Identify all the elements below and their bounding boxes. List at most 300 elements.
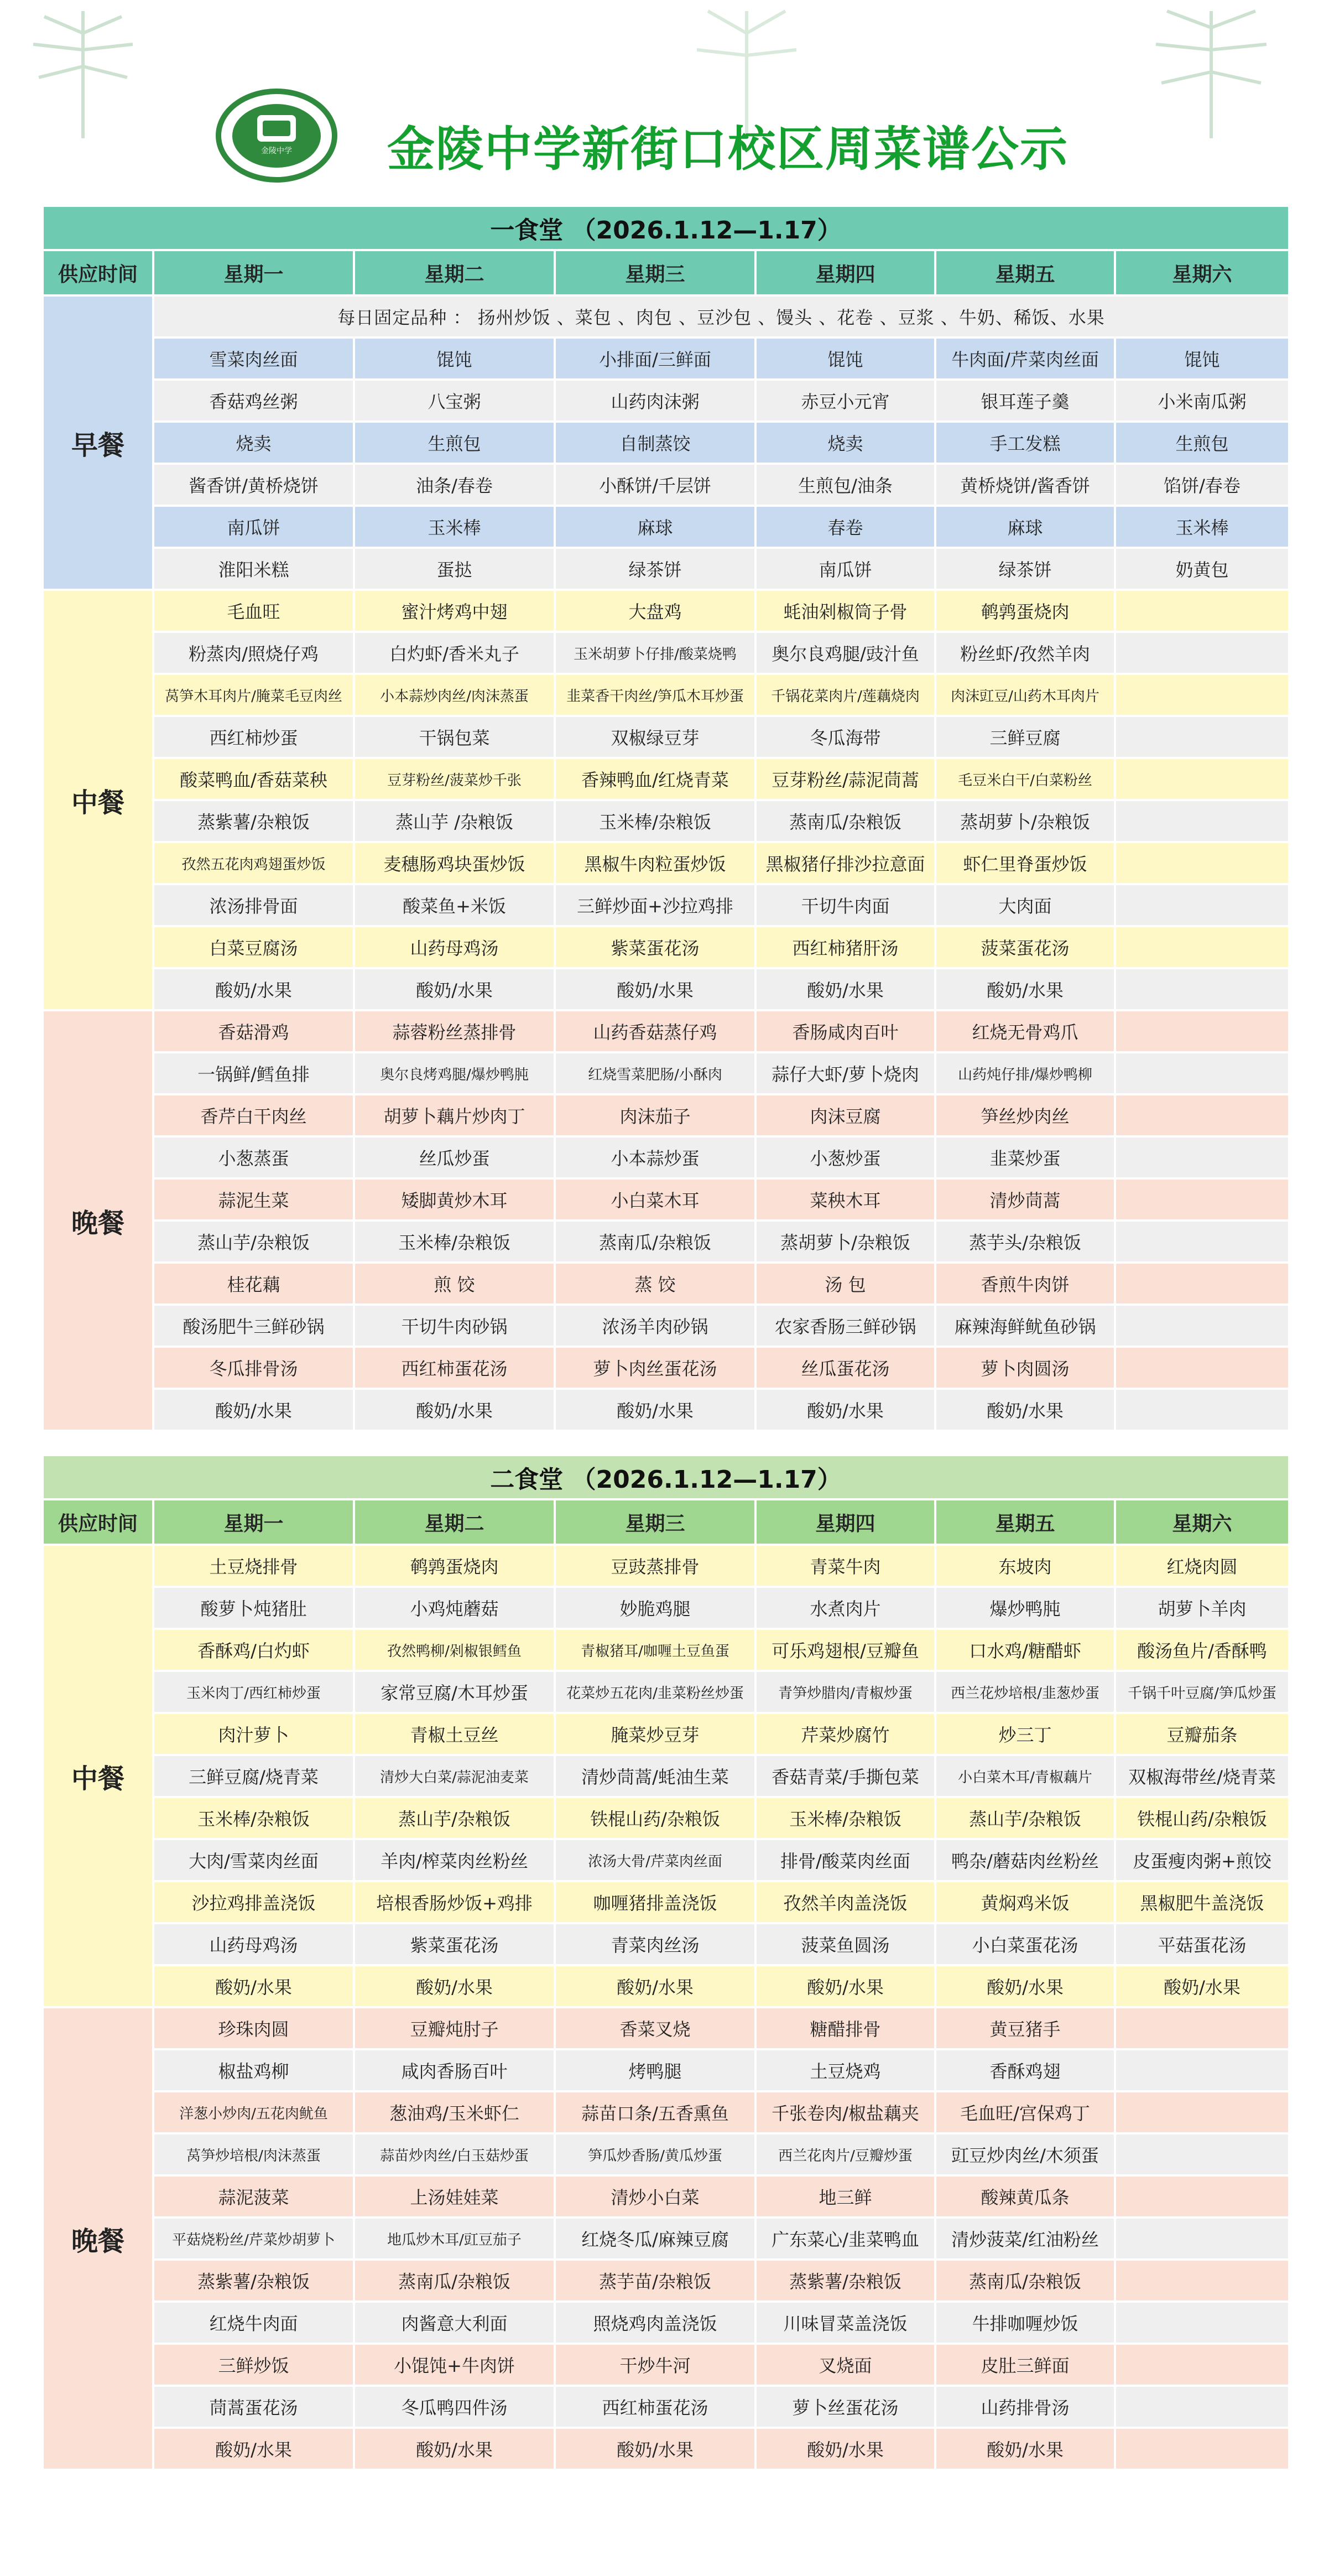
dish-cell — [1115, 2260, 1289, 2302]
page-header — [0, 72, 1329, 183]
dish-cell — [1115, 1263, 1289, 1305]
dish-cell: 排骨/酸菜肉丝面 — [755, 1839, 935, 1881]
dish-cell: 丝瓜蛋花汤 — [755, 1347, 935, 1389]
dish-cell: 酸菜鱼+米饭 — [354, 884, 555, 926]
weekday-header: 星期四 — [755, 250, 935, 295]
dish-cell: 糖醋排骨 — [755, 2007, 935, 2049]
dish-cell: 小白菜蛋花汤 — [935, 1923, 1115, 1965]
menu-row — [43, 716, 1289, 758]
dish-cell: 酸辣黄瓜条 — [935, 2175, 1115, 2217]
menu-row — [43, 2091, 1289, 2133]
weekday-header: 星期二 — [354, 250, 555, 295]
dish-cell: 酸奶/水果 — [555, 1389, 755, 1431]
dish-cell: 芹菜炒腐竹 — [755, 1713, 935, 1755]
dish-cell: 胡萝卜羊肉 — [1115, 1587, 1289, 1629]
menu-row — [43, 548, 1289, 590]
dish-cell: 八宝粥 — [354, 380, 555, 422]
dish-cell: 自制蒸饺 — [555, 422, 755, 464]
dish-cell: 洋葱小炒肉/五花肉鱿鱼 — [153, 2091, 354, 2133]
section-title-row — [43, 206, 1289, 250]
dish-cell: 蒸芋头/杂粮饭 — [935, 1221, 1115, 1263]
dish-cell: 玉米棒/杂粮饭 — [153, 1797, 354, 1839]
dish-cell: 冬瓜排骨汤 — [153, 1347, 354, 1389]
lunch-label: 中餐 — [43, 1545, 153, 2007]
weekday-header: 星期四 — [755, 1499, 935, 1545]
dish-cell: 玉米棒 — [1115, 506, 1289, 548]
dish-cell: 香菇滑鸡 — [153, 1010, 354, 1052]
weekday-header: 星期六 — [1115, 250, 1289, 295]
school-logo — [216, 89, 337, 183]
dish-cell: 千锅花菜肉片/莲藕烧肉 — [755, 674, 935, 716]
menu-row — [43, 1347, 1289, 1389]
dish-cell: 韭菜炒蛋 — [935, 1136, 1115, 1178]
dish-cell: 酸奶/水果 — [153, 2428, 354, 2470]
dish-cell: 清炒茼蒿/蚝油生菜 — [555, 1755, 755, 1797]
dish-cell: 酱香饼/黄桥烧饼 — [153, 464, 354, 506]
dish-cell: 孜然五花肉鸡翅蛋炒饭 — [153, 842, 354, 884]
dish-cell: 香菜叉烧 — [555, 2007, 755, 2049]
dish-cell: 黄焖鸡米饭 — [935, 1881, 1115, 1923]
dish-cell: 皮肚三鲜面 — [935, 2344, 1115, 2386]
dish-cell: 奥尔良鸡腿/豉汁鱼 — [755, 632, 935, 674]
dish-cell: 毛血旺/宫保鸡丁 — [935, 2091, 1115, 2133]
fixed-items-row — [43, 295, 1289, 337]
dish-cell: 酸奶/水果 — [555, 2428, 755, 2470]
dish-cell: 青菜肉丝汤 — [555, 1923, 755, 1965]
dish-cell: 萝卜丝蛋花汤 — [755, 2386, 935, 2428]
dinner-label: 晚餐 — [43, 2007, 153, 2470]
dish-cell — [1115, 2217, 1289, 2260]
menu-row — [43, 1965, 1289, 2007]
dish-cell: 萝卜肉圆汤 — [935, 1347, 1115, 1389]
dish-cell: 酸奶/水果 — [354, 2428, 555, 2470]
dish-cell: 干切牛肉砂锅 — [354, 1305, 555, 1347]
dish-cell: 红烧无骨鸡爪 — [935, 1010, 1115, 1052]
canteen1-menu-table — [41, 205, 1290, 1432]
menu-row — [43, 1839, 1289, 1881]
dish-cell: 蒸紫薯/杂粮饭 — [153, 800, 354, 842]
weekday-header: 星期一 — [153, 1499, 354, 1545]
dish-cell: 皮蛋瘦肉粥+煎饺 — [1115, 1839, 1289, 1881]
dish-cell — [1115, 1178, 1289, 1221]
dish-cell — [1115, 1094, 1289, 1136]
dish-cell: 干锅包菜 — [354, 716, 555, 758]
dish-cell: 蛋挞 — [354, 548, 555, 590]
dish-cell: 小排面/三鲜面 — [555, 337, 755, 380]
dish-cell: 酸萝卜炖猪肚 — [153, 1587, 354, 1629]
dish-cell: 山药香菇蒸仔鸡 — [555, 1010, 755, 1052]
dish-cell: 紫菜蛋花汤 — [354, 1923, 555, 1965]
canteen2-menu-table — [41, 1454, 1290, 2471]
dish-cell: 千锅千叶豆腐/笋瓜炒蛋 — [1115, 1671, 1289, 1713]
dish-cell: 鹌鹑蛋烧肉 — [935, 590, 1115, 632]
menu-row — [43, 1797, 1289, 1839]
section-title-row — [43, 1455, 1289, 1499]
dish-cell: 西红柿猪肝汤 — [755, 926, 935, 968]
dish-cell: 小白菜木耳/青椒藕片 — [935, 1755, 1115, 1797]
dish-cell: 蚝油剁椒筒子骨 — [755, 590, 935, 632]
dish-cell: 西红柿蛋花汤 — [555, 2386, 755, 2428]
dish-cell — [1115, 968, 1289, 1010]
dish-cell: 汤 包 — [755, 1263, 935, 1305]
dish-cell: 平菇蛋花汤 — [1115, 1923, 1289, 1965]
dish-cell: 蒸芋苗/杂粮饭 — [555, 2260, 755, 2302]
weekday-header: 星期一 — [153, 250, 354, 295]
menu-row — [43, 1755, 1289, 1797]
dish-cell: 千张卷肉/椒盐藕夹 — [755, 2091, 935, 2133]
dish-cell: 生煎包/油条 — [755, 464, 935, 506]
dish-cell: 青椒猪耳/咖喱土豆鱼蛋 — [555, 1629, 755, 1671]
menu-row — [43, 2007, 1289, 2049]
dish-cell: 蒸山芋/杂粮饭 — [935, 1797, 1115, 1839]
dish-cell: 土豆烧排骨 — [153, 1545, 354, 1587]
dish-cell: 土豆烧鸡 — [755, 2049, 935, 2091]
dish-cell: 菜秧木耳 — [755, 1178, 935, 1221]
dish-cell — [1115, 2049, 1289, 2091]
dish-cell: 干切牛肉面 — [755, 884, 935, 926]
dish-cell — [1115, 632, 1289, 674]
dish-cell: 小馄饨+牛肉饼 — [354, 2344, 555, 2386]
dish-cell: 南瓜饼 — [153, 506, 354, 548]
dish-cell: 小鸡炖蘑菇 — [354, 1587, 555, 1629]
dish-cell: 萝卜肉丝蛋花汤 — [555, 1347, 755, 1389]
dish-cell: 烤鸭腿 — [555, 2049, 755, 2091]
dish-cell: 小米南瓜粥 — [1115, 380, 1289, 422]
dish-cell: 花菜炒五花肉/韭菜粉丝炒蛋 — [555, 1671, 755, 1713]
dish-cell: 蒸紫薯/杂粮饭 — [153, 2260, 354, 2302]
weekday-header-row — [43, 1499, 1289, 1545]
dish-cell: 咸肉香肠百叶 — [354, 2049, 555, 2091]
dish-cell: 清炒大白菜/蒜泥油麦菜 — [354, 1755, 555, 1797]
dish-cell: 蒸胡萝卜/杂粮饭 — [755, 1221, 935, 1263]
dish-cell: 清炒茼蒿 — [935, 1178, 1115, 1221]
dish-cell: 茼蒿蛋花汤 — [153, 2386, 354, 2428]
dish-cell: 蒸山芋/杂粮饭 — [354, 1797, 555, 1839]
dish-cell: 豆芽粉丝/菠菜炒千张 — [354, 758, 555, 800]
emblem-icon — [257, 115, 296, 142]
dish-cell: 山药排骨汤 — [935, 2386, 1115, 2428]
dish-cell: 红烧冬瓜/麻辣豆腐 — [555, 2217, 755, 2260]
dish-cell: 孜然羊肉盖浇饭 — [755, 1881, 935, 1923]
dish-cell: 馄饨 — [354, 337, 555, 380]
dish-cell: 酸奶/水果 — [153, 1389, 354, 1431]
dish-cell — [1115, 2344, 1289, 2386]
dish-cell: 肉沫茄子 — [555, 1094, 755, 1136]
dish-cell: 山药母鸡汤 — [354, 926, 555, 968]
dish-cell: 冬瓜海带 — [755, 716, 935, 758]
menu-row — [43, 758, 1289, 800]
dish-cell: 椒盐鸡柳 — [153, 2049, 354, 2091]
menu-row — [43, 2302, 1289, 2344]
dish-cell: 三鲜炒饭 — [153, 2344, 354, 2386]
dish-cell: 烧卖 — [755, 422, 935, 464]
page-title: 金陵中学新街口校区周菜谱公示 — [387, 122, 1069, 177]
dinner-label: 晚餐 — [43, 1010, 153, 1431]
dish-cell: 农家香肠三鲜砂锅 — [755, 1305, 935, 1347]
dish-cell: 煎 饺 — [354, 1263, 555, 1305]
dish-cell: 馅饼/春卷 — [1115, 464, 1289, 506]
menu-row — [43, 1263, 1289, 1305]
dish-cell: 馄饨 — [755, 337, 935, 380]
dish-cell: 豆芽粉丝/蒜泥茼蒿 — [755, 758, 935, 800]
dish-cell: 豇豆炒肉丝/木须蛋 — [935, 2133, 1115, 2175]
dish-cell: 小白菜木耳 — [555, 1178, 755, 1221]
dish-cell: 腌菜炒豆芽 — [555, 1713, 755, 1755]
menu-row — [43, 800, 1289, 842]
weekday-header: 星期二 — [354, 1499, 555, 1545]
menu-row — [43, 1094, 1289, 1136]
dish-cell: 红烧肉圆 — [1115, 1545, 1289, 1587]
dish-cell: 香芹白干肉丝 — [153, 1094, 354, 1136]
dish-cell: 酸奶/水果 — [755, 968, 935, 1010]
dish-cell: 酸汤肥牛三鲜砂锅 — [153, 1305, 354, 1347]
dish-cell: 铁棍山药/杂粮饭 — [1115, 1797, 1289, 1839]
dish-cell: 香菇鸡丝粥 — [153, 380, 354, 422]
menu-row — [43, 1587, 1289, 1629]
dish-cell: 小葱蒸蛋 — [153, 1136, 354, 1178]
menu-row — [43, 1010, 1289, 1052]
dish-cell: 肉沫豆腐 — [755, 1094, 935, 1136]
dish-cell: 黄豆猪手 — [935, 2007, 1115, 2049]
menu-row — [43, 464, 1289, 506]
dish-cell: 红烧雪菜肥肠/小酥肉 — [555, 1052, 755, 1094]
dish-cell: 香酥鸡翅 — [935, 2049, 1115, 2091]
dish-cell: 蒸南瓜/杂粮饭 — [935, 2260, 1115, 2302]
dish-cell: 春卷 — [755, 506, 935, 548]
dish-cell: 蒸山芋 /杂粮饭 — [354, 800, 555, 842]
dish-cell: 赤豆小元宵 — [755, 380, 935, 422]
weekday-header: 星期六 — [1115, 1499, 1289, 1545]
menu-row — [43, 2386, 1289, 2428]
dish-cell: 酸奶/水果 — [755, 1965, 935, 2007]
dish-cell: 西红柿蛋花汤 — [354, 1347, 555, 1389]
dish-cell: 冬瓜鸭四件汤 — [354, 2386, 555, 2428]
dish-cell: 鸭杂/蘑菇肉丝粉丝 — [935, 1839, 1115, 1881]
dish-cell: 生煎包 — [1115, 422, 1289, 464]
dish-cell: 蒜蓉粉丝蒸排骨 — [354, 1010, 555, 1052]
lunch-label: 中餐 — [43, 590, 153, 1010]
dish-cell: 酸奶/水果 — [153, 968, 354, 1010]
dish-cell: 黑椒牛肉粒蛋炒饭 — [555, 842, 755, 884]
dish-cell — [1115, 2175, 1289, 2217]
dish-cell: 珍珠肉圆 — [153, 2007, 354, 2049]
dish-cell: 蒸紫薯/杂粮饭 — [755, 2260, 935, 2302]
dish-cell: 笋瓜炒香肠/黄瓜炒蛋 — [555, 2133, 755, 2175]
menu-row — [43, 1052, 1289, 1094]
dish-cell — [1115, 1052, 1289, 1094]
dish-cell: 浓汤大骨/芹菜肉丝面 — [555, 1839, 755, 1881]
menu-row — [43, 2344, 1289, 2386]
dish-cell: 毛血旺 — [153, 590, 354, 632]
dish-cell — [1115, 842, 1289, 884]
dish-cell — [1115, 1389, 1289, 1431]
dish-cell: 肉汁萝卜 — [153, 1713, 354, 1755]
dish-cell: 麻球 — [555, 506, 755, 548]
dish-cell: 蒜仔大虾/萝卜烧肉 — [755, 1052, 935, 1094]
dish-cell: 桂花藕 — [153, 1263, 354, 1305]
dish-cell — [1115, 1305, 1289, 1347]
dish-cell: 西红柿炒蛋 — [153, 716, 354, 758]
menu-row — [43, 1545, 1289, 1587]
menu-row — [43, 1305, 1289, 1347]
dish-cell: 大肉/雪菜肉丝面 — [153, 1839, 354, 1881]
dish-cell: 烧卖 — [153, 422, 354, 464]
dish-cell: 山药炖仔排/爆炒鸭柳 — [935, 1052, 1115, 1094]
dish-cell — [1115, 1010, 1289, 1052]
dish-cell — [1115, 2007, 1289, 2049]
dish-cell: 牛排咖喱炒饭 — [935, 2302, 1115, 2344]
dish-cell: 玉米棒/杂粮饭 — [755, 1797, 935, 1839]
dish-cell: 蒜泥菠菜 — [153, 2175, 354, 2217]
dish-cell: 酸奶/水果 — [935, 1389, 1115, 1431]
dish-cell: 蒸南瓜/杂粮饭 — [555, 1221, 755, 1263]
dish-cell: 玉米棒/杂粮饭 — [354, 1221, 555, 1263]
dish-cell — [1115, 926, 1289, 968]
dish-cell: 青菜牛肉 — [755, 1545, 935, 1587]
dish-cell: 香煎牛肉饼 — [935, 1263, 1115, 1305]
dish-cell: 青椒土豆丝 — [354, 1713, 555, 1755]
menu-row — [43, 2175, 1289, 2217]
menu-row — [43, 1629, 1289, 1671]
menu-row — [43, 2217, 1289, 2260]
dish-cell — [1115, 716, 1289, 758]
dish-cell: 粉丝虾/孜然羊肉 — [935, 632, 1115, 674]
dish-cell: 玉米胡萝卜仔排/酸菜烧鸭 — [555, 632, 755, 674]
menu-row — [43, 2049, 1289, 2091]
dish-cell: 叉烧面 — [755, 2344, 935, 2386]
dish-cell: 酸奶/水果 — [354, 968, 555, 1010]
dish-cell: 双椒海带丝/烧青菜 — [1115, 1755, 1289, 1797]
menu-row — [43, 968, 1289, 1010]
dish-cell — [1115, 2091, 1289, 2133]
dish-cell: 大肉面 — [935, 884, 1115, 926]
dish-cell: 酸奶/水果 — [555, 968, 755, 1010]
dish-cell: 肉酱意大利面 — [354, 2302, 555, 2344]
dish-cell: 玉米棒 — [354, 506, 555, 548]
menu-row — [43, 380, 1289, 422]
dish-cell: 菠菜鱼圆汤 — [755, 1923, 935, 1965]
dish-cell — [1115, 2386, 1289, 2428]
menu-row — [43, 590, 1289, 632]
dish-cell: 手工发糕 — [935, 422, 1115, 464]
menu-row — [43, 1389, 1289, 1431]
dish-cell: 麻球 — [935, 506, 1115, 548]
dish-cell: 浓汤羊肉砂锅 — [555, 1305, 755, 1347]
dish-cell: 山药母鸡汤 — [153, 1923, 354, 1965]
dish-cell: 莴笋木耳肉片/腌菜毛豆肉丝 — [153, 674, 354, 716]
dish-cell: 馄饨 — [1115, 337, 1289, 380]
dish-cell — [1115, 2133, 1289, 2175]
dish-cell: 照烧鸡肉盖浇饭 — [555, 2302, 755, 2344]
dish-cell: 山药肉沫粥 — [555, 380, 755, 422]
weekday-header: 星期五 — [935, 250, 1115, 295]
dish-cell: 葱油鸡/玉米虾仁 — [354, 2091, 555, 2133]
dish-cell — [1115, 1136, 1289, 1178]
dish-cell: 香菇青菜/手撕包菜 — [755, 1755, 935, 1797]
menu-row — [43, 674, 1289, 716]
dish-cell: 爆炒鸭肫 — [935, 1587, 1115, 1629]
dish-cell: 绿茶饼 — [555, 548, 755, 590]
dish-cell: 地瓜炒木耳/豇豆茄子 — [354, 2217, 555, 2260]
dish-cell: 南瓜饼 — [755, 548, 935, 590]
dish-cell: 紫菜蛋花汤 — [555, 926, 755, 968]
dish-cell: 蜜汁烤鸡中翅 — [354, 590, 555, 632]
dish-cell: 奶黄包 — [1115, 548, 1289, 590]
weekday-header: 星期三 — [555, 1499, 755, 1545]
dish-cell: 酸奶/水果 — [935, 2428, 1115, 2470]
dish-cell — [1115, 2302, 1289, 2344]
dish-cell: 粉蒸肉/照烧仔鸡 — [153, 632, 354, 674]
dish-cell: 白菜豆腐汤 — [153, 926, 354, 968]
menu-row — [43, 422, 1289, 464]
dish-cell — [1115, 800, 1289, 842]
dish-cell: 浓汤排骨面 — [153, 884, 354, 926]
dish-cell: 青笋炒腊肉/青椒炒蛋 — [755, 1671, 935, 1713]
dish-cell: 绿茶饼 — [935, 548, 1115, 590]
menu-row — [43, 337, 1289, 380]
dish-cell: 银耳莲子羹 — [935, 380, 1115, 422]
dish-cell: 生煎包 — [354, 422, 555, 464]
menu-row — [43, 2260, 1289, 2302]
dish-cell: 蒸 饺 — [555, 1263, 755, 1305]
dish-cell: 豆豉蒸排骨 — [555, 1545, 755, 1587]
dish-cell: 牛肉面/芹菜肉丝面 — [935, 337, 1115, 380]
dish-cell: 西兰花肉片/豆瓣炒蛋 — [755, 2133, 935, 2175]
dish-cell: 雪菜肉丝面 — [153, 337, 354, 380]
menu-row — [43, 2133, 1289, 2175]
menu-row — [43, 842, 1289, 884]
dish-cell: 红烧牛肉面 — [153, 2302, 354, 2344]
dish-cell: 白灼虾/香米丸子 — [354, 632, 555, 674]
dish-cell: 双椒绿豆芽 — [555, 716, 755, 758]
dish-cell: 小本蒜炒肉丝/肉沫蒸蛋 — [354, 674, 555, 716]
dish-cell: 鹌鹑蛋烧肉 — [354, 1545, 555, 1587]
dish-cell: 小酥饼/千层饼 — [555, 464, 755, 506]
dish-cell: 孜然鸭柳/剁椒银鳕鱼 — [354, 1629, 555, 1671]
dish-cell: 咖喱猪排盖浇饭 — [555, 1881, 755, 1923]
dish-cell: 可乐鸡翅根/豆瓣鱼 — [755, 1629, 935, 1671]
dish-cell: 丝瓜炒蛋 — [354, 1136, 555, 1178]
menu-row — [43, 884, 1289, 926]
menu-row — [43, 1136, 1289, 1178]
menu-row — [43, 1221, 1289, 1263]
dish-cell: 清炒小白菜 — [555, 2175, 755, 2217]
dish-cell: 笋丝炒肉丝 — [935, 1094, 1115, 1136]
dish-cell: 酸奶/水果 — [354, 1389, 555, 1431]
dish-cell — [1115, 758, 1289, 800]
dish-cell: 酸奶/水果 — [755, 2428, 935, 2470]
menu-row — [43, 506, 1289, 548]
menu-row — [43, 1713, 1289, 1755]
dish-cell — [1115, 674, 1289, 716]
canteen-title: 一食堂 （2026.1.12—1.17） — [43, 206, 1289, 250]
dish-cell: 黑椒猪仔排沙拉意面 — [755, 842, 935, 884]
dish-cell: 东坡肉 — [935, 1545, 1115, 1587]
menu-row — [43, 1178, 1289, 1221]
dish-cell: 炒三丁 — [935, 1713, 1115, 1755]
dish-cell — [1115, 884, 1289, 926]
menu-row — [43, 1881, 1289, 1923]
dish-cell: 酸奶/水果 — [555, 1965, 755, 2007]
dish-cell: 口水鸡/糖醋虾 — [935, 1629, 1115, 1671]
menu-row — [43, 632, 1289, 674]
canteen-title: 二食堂 （2026.1.12—1.17） — [43, 1455, 1289, 1499]
dish-cell: 油条/春卷 — [354, 464, 555, 506]
weekday-header: 星期五 — [935, 1499, 1115, 1545]
dish-cell: 酸奶/水果 — [755, 1389, 935, 1431]
dish-cell: 三鲜豆腐 — [935, 716, 1115, 758]
dish-cell: 小本蒜炒蛋 — [555, 1136, 755, 1178]
